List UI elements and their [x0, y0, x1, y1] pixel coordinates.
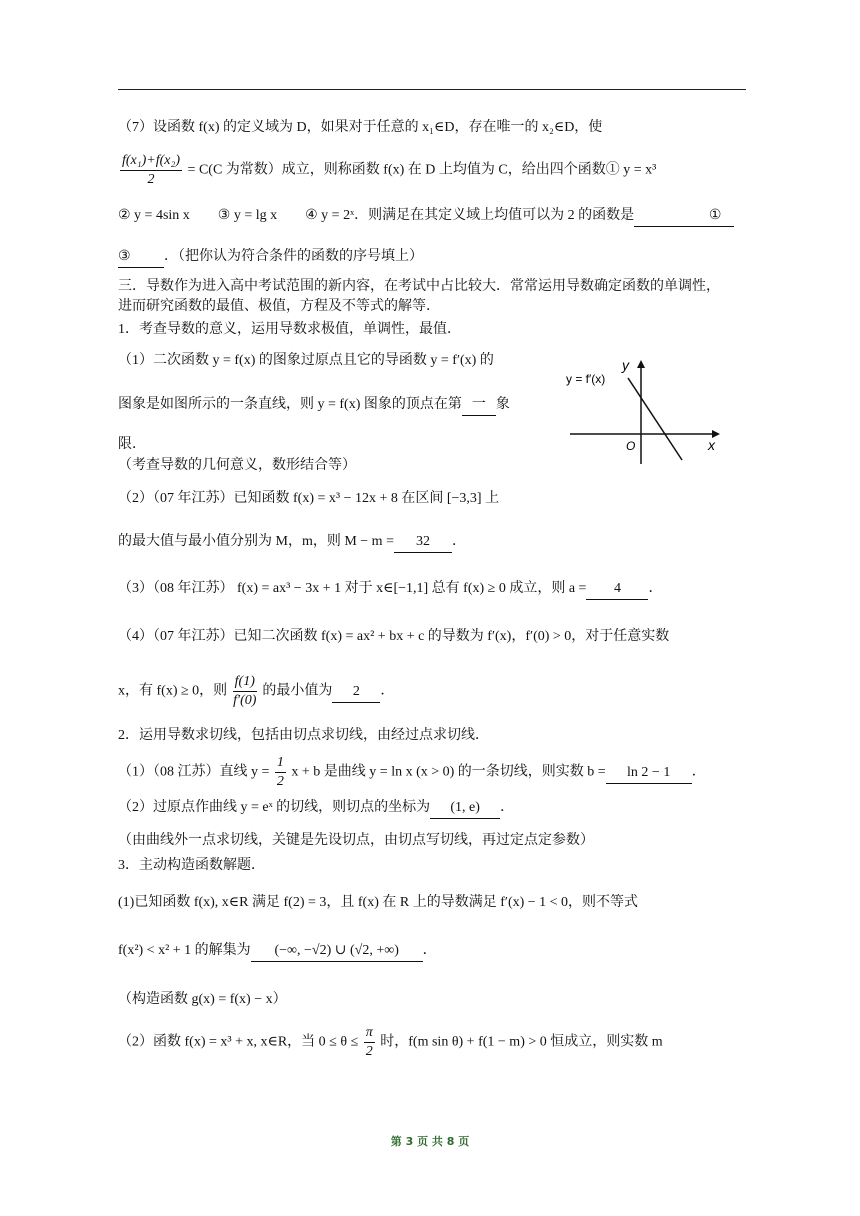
- origin-label: O: [626, 439, 636, 453]
- r1-line: （1）（08 江苏）直线 y = $\frac{1}{2}$ x + b 是曲线 y = ln x (x > 0) 的一条切线，则实数 b = ln 2 − 1 ．: [118, 755, 706, 789]
- topic-2-title: 2．运用导数求切线，包括由切点求切线，由经过点求切线．: [118, 728, 489, 743]
- q3-line: （3）（08 年江苏） f(x) = ax³ − 3x + 1 对于 x∈[−1,1] 总有 f(x) ≥ 0 成立，则 a = 4 ．: [118, 579, 662, 600]
- r2-line: （2）过原点作曲线 y = eˣ 的切线，则切点的坐标为 (1, e) ．: [118, 798, 514, 819]
- page-footer: 第 3 页 共 8 页: [390, 1135, 470, 1148]
- p7-line-4: ③ ．（把你认为符合条件的函数的序号填上）: [118, 247, 423, 268]
- p7-line-2: $\frac{\text{f(x₁)+f(x₂)}}{2}$ = C(C 为常数）成立，则称函数 f(x) 在 D 上均值为 C，给出四个函数① y = x³: [122, 153, 657, 187]
- s1-note: （构造函数 g(x) = f(x) − x）: [118, 992, 287, 1007]
- p7-line-3: ② y = 4sin x ③ y = lg x ④ y = 2ˣ．则满足在其定义域上均值可以为 2 的函数是 ①: [118, 206, 734, 227]
- q4-line-b: x，有 f(x) ≥ 0，则 $\frac{f(1)}{f'(0)}$ 的最小值为 2 ．: [118, 674, 395, 708]
- x-axis-label: x: [708, 437, 715, 453]
- sec3-heading-1: 三．导数作为进入高中考试范围的新内容，在考试中占比较大．常常运用导数确定函数的单调性，: [118, 279, 720, 294]
- p7-line-1: （7）设函数 f(x) 的定义域为 D，如果对于任意的 x₁∈D，存在唯一的 x₂∈D，使: [118, 120, 603, 135]
- q1-note: （考查导数的几何意义，数形结合等）: [118, 458, 356, 473]
- r3-note: （由曲线外一点求切线，关键是先设切点，由切点写切线，再过定点定参数）: [118, 833, 594, 848]
- topic-1-title: 1．考查导数的意义，运用导数求极值，单调性，最值．: [118, 322, 461, 337]
- y-axis-arrow-icon: [637, 360, 645, 368]
- q1-line-d: 限．: [118, 437, 146, 452]
- q1-line-a: （1）二次函数 y = f(x) 的图象过原点且它的导函数 y = f′(x) 的: [118, 353, 494, 368]
- topic-3-title: 3．主动构造函数解题．: [118, 858, 265, 873]
- s1-line-b: f(x²) < x² + 1 的解集为 (−∞, −√2) ∪ (√2, +∞) ．: [118, 941, 437, 962]
- s2-fraction: $\frac{\pi}{2}$: [365, 1025, 373, 1059]
- q2-line-b: 的最大值与最小值分别为 M，m，则 M − m = 32 ．: [118, 532, 466, 553]
- s2-line: （2）函数 f(x) = x³ + x, x∈R，当 0 ≤ θ ≤ $\frac{\pi}{2}$ 时，f(m sin θ) + f(1 − m) > 0 恒成立，则实数 m: [118, 1025, 663, 1059]
- header-rule: [118, 89, 746, 90]
- r1-fraction: $\frac{1}{2}$: [276, 755, 284, 789]
- curve-label: y = f′(x): [566, 372, 606, 386]
- derivative-graph: [560, 352, 730, 470]
- q1-line-b: 图象是如图所示的一条直线，则 y = f(x) 图象的顶点在第 一 象: [118, 395, 510, 416]
- q2-line-a: （2）（07 年江苏）已知函数 f(x) = x³ − 12x + 8 在区间 [−3,3] 上: [118, 491, 500, 506]
- p7-fraction: $\frac{\text{f(x₁)+f(x₂)}}{2}$: [122, 153, 181, 187]
- q4-fraction: $\frac{f(1)}{f'(0)}$: [233, 674, 257, 708]
- q4-line-a: （4）（07 年江苏）已知二次函数 f(x) = ax² + bx + c 的导数为 f′(x)，f′(0) > 0，对于任意实数: [118, 629, 670, 644]
- s1-line-a: (1)已知函数 f(x), x∈R 满足 f(2) = 3，且 f(x) 在 R 上的导数满足 f′(x) − 1 < 0，则不等式: [118, 895, 639, 910]
- sec3-heading-2: 进而研究函数的最值、极值，方程及不等式的解等．: [118, 299, 440, 314]
- derivative-line: [628, 378, 682, 460]
- y-axis-label: y: [622, 357, 629, 373]
